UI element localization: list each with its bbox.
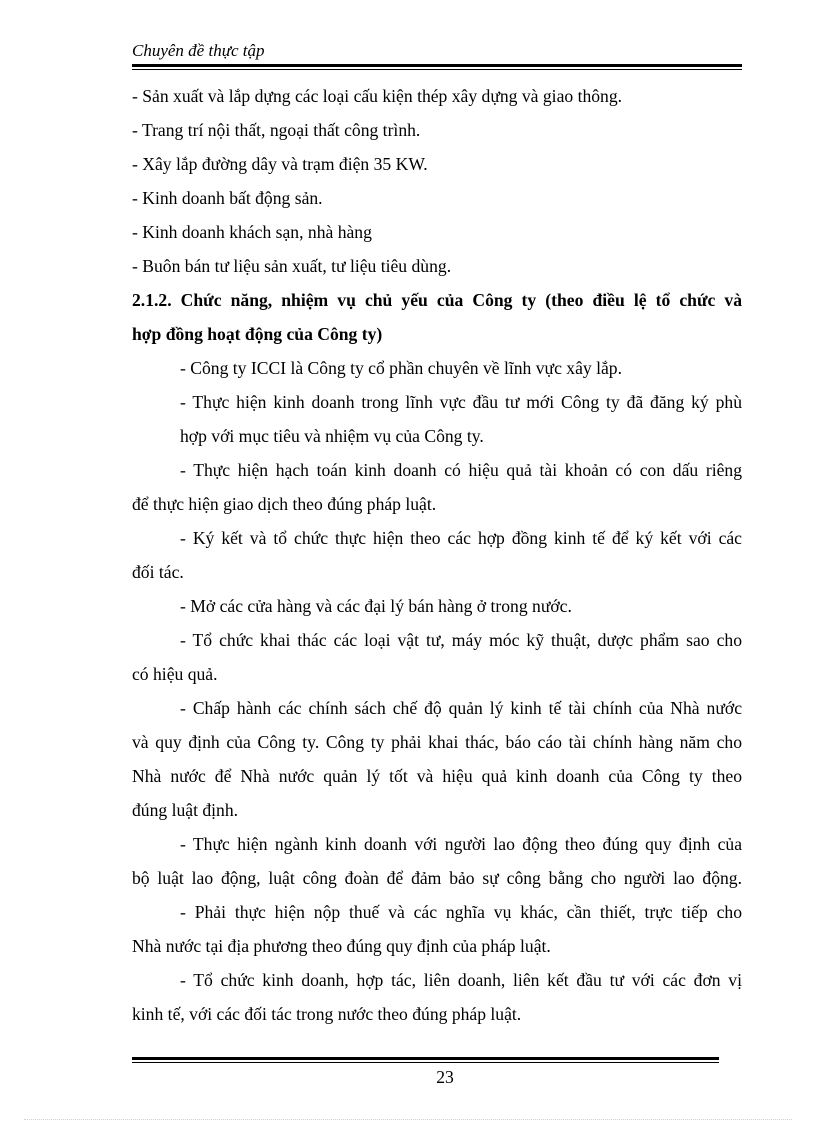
body-text-line: để thực hiện giao dịch theo đúng pháp luật. — [132, 494, 437, 514]
body-text-line: hợp với mục tiêu và nhiệm vụ của Công ty. — [180, 426, 484, 446]
body-text-line: - Buôn bán tư liệu sản xuất, tư liệu tiêu dùng. — [132, 256, 452, 276]
body-text-line: - Kinh doanh khách sạn, nhà hàng — [132, 222, 372, 242]
body-text-line: - Kinh doanh bất động sản. — [132, 188, 323, 208]
body-text-line: đúng luật định. — [132, 800, 239, 820]
body-text-line: - Phải thực hiện nộp thuế và các nghĩa vụ khác, cần thiết, trực tiếp cho — [180, 902, 742, 922]
section-heading-line: hợp đồng hoạt động của Công ty) — [132, 324, 383, 344]
body-text-line: và quy định của Công ty. Công ty phải khai thác, báo cáo tài chính hàng năm cho — [132, 732, 742, 752]
body-text-line: - Xây lắp đường dây và trạm điện 35 KW. — [132, 154, 428, 174]
body-text-line: - Tổ chức kinh doanh, hợp tác, liên doanh, liên kết đầu tư với các đơn vị — [180, 970, 742, 990]
body-text-line: - Thực hiện hạch toán kinh doanh có hiệu quả tài khoản có con dấu riêng — [180, 460, 742, 480]
body-text — [132, 79, 742, 1031]
body-text-line: - Tổ chức khai thác các loại vật tư, máy móc kỹ thuật, dược phẩm sao cho — [180, 630, 742, 650]
page-header-title: Chuyên đề thực tập — [132, 41, 265, 60]
body-text-line: - Thực hiện kinh doanh trong lĩnh vực đầu tư mới Công ty đã đăng ký phù — [180, 392, 742, 412]
body-text-line: - Mở các cửa hàng và các đại lý bán hàng ở trong nước. — [180, 596, 572, 616]
body-text-line: - Công ty ICCI là Công ty cổ phần chuyên về lĩnh vực xây lắp. — [180, 358, 622, 378]
body-text-line: - Ký kết và tổ chức thực hiện theo các hợp đồng kinh tế để ký kết với các — [180, 528, 742, 548]
body-text-line: có hiệu quả. — [132, 664, 218, 684]
footer-rule — [132, 1057, 719, 1063]
body-text-line: Nhà nước tại địa phương theo đúng quy định của pháp luật. — [132, 936, 551, 956]
body-text-line: đối tác. — [132, 562, 184, 582]
body-text-line: - Trang trí nội thất, ngoại thất công trình. — [132, 120, 421, 140]
page-number: 23 — [436, 1067, 454, 1087]
body-text-line: bộ luật lao động, luật công đoàn để đảm bảo sự công bằng cho người lao động. — [132, 868, 742, 888]
header-rule — [132, 64, 742, 70]
body-text-line: - Sản xuất và lắp dựng các loại cấu kiện thép xây dựng và giao thông. — [132, 86, 623, 106]
body-text-line: - Thực hiện ngành kinh doanh với người lao động theo đúng quy định của — [180, 834, 742, 854]
body-text-line: - Chấp hành các chính sách chế độ quản lý kinh tế tài chính của Nhà nước — [180, 698, 742, 718]
section-heading-line: 2.1.2. Chức năng, nhiệm vụ chủ yếu của Công ty (theo điều lệ tổ chức và — [132, 290, 742, 310]
body-text-line: kinh tế, với các đối tác trong nước theo đúng pháp luật. — [132, 1004, 522, 1024]
page-edge-divider — [24, 1119, 792, 1120]
body-text-line: Nhà nước để Nhà nước quản lý tốt và hiệu quả kinh doanh của Công ty theo — [132, 766, 742, 786]
